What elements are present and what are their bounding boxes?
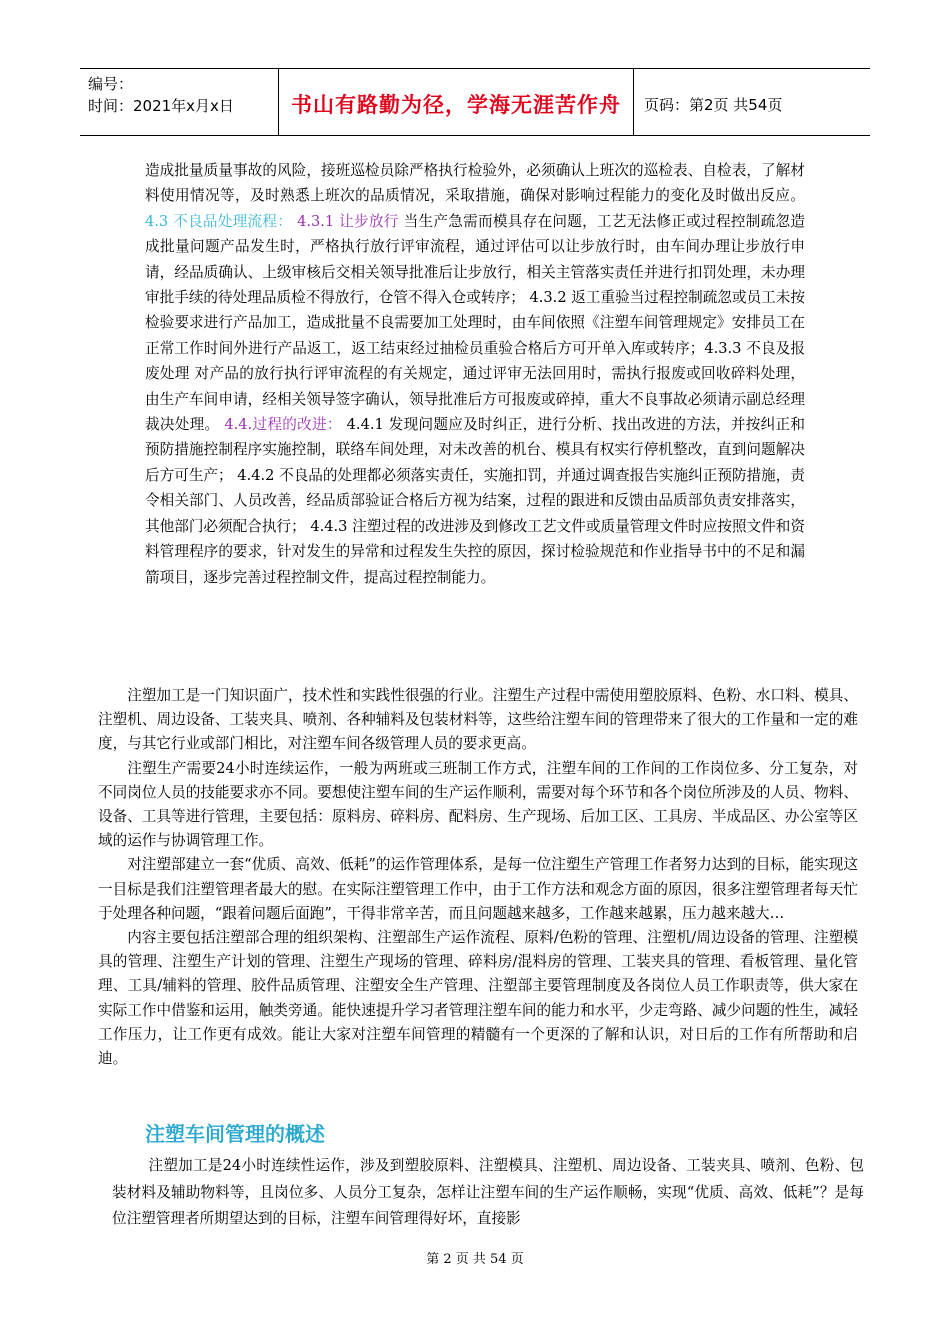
procedure-text-block xyxy=(145,158,805,590)
text-run: 当生产急需而模具存在问题，工艺无法修正或过程控制疏忽造成批量问题产品发生时，严格执行放行评审流程，通过评估可以让步放行时，由车间办理让步放行申请，经品质确认、上级审核后交相关领导批准后让步放行，相关主管落实责任并进行扣罚处理，未办理审批手续的待处理品质检不得放行，仓管不得入仓或转序； 4.3.2 返工重验当过程控制疏忽或员工未按检验要求进行产品加工，造成批量不良需要加工处理时，由车间依照《注塑车间管理规定》安排员工在正常工作时间外进行产品返工，返工结束经过抽检员重验合格后方可开单入库或转序；4.3.3 不良及报废处理 对产品的放行执行评审流程的有关规定，通过评审无法回用时，需执行报废或回收碎料处理，由生产车间申请，经相关领导签字确认，领导批准后方可报废或碎掉，重大不良事故必须请示副总经理裁决处理。 xyxy=(145,212,805,434)
paragraph: 对注塑部建立一套“优质、高效、低耗”的运作管理体系，是每一位注塑生产管理工作者努力达到的目标，能实现这一目标是我们注塑管理者最大的慰。在实际注塑管理工作中，由于工作方法和观念方面的原因，很多注塑管理者每天忙于处理各种问题，“跟着问题后面跑”，干得非常辛苦，而且问题越来越多，工作越来越累，压力越来越大… xyxy=(98,856,858,922)
text-run: 造成批量质量事故的风险，接班巡检员除严格执行检验外，必须确认上班次的巡检表、自检表，了解材料使用情况等，及时熟悉上班次的品质情况，采取措施，确保对影响过程能力的变化及时做出反应。 xyxy=(145,162,805,205)
procedure-paragraph xyxy=(145,158,805,590)
header-motto: 书山有路勤为径，学海无涯苦作舟 xyxy=(278,69,634,135)
overview-text-block xyxy=(112,1153,864,1233)
subheading-4-3-1: 4.3.1 让步放行 xyxy=(292,212,399,230)
page-footer: 第 2 页 共 54 页 xyxy=(426,1252,524,1267)
doc-date: 时间：2021年x月x日 xyxy=(88,97,234,115)
subheading-4-3: 4.3 不良品处理流程： xyxy=(145,212,293,230)
section-heading: 注塑车间管理的概述 xyxy=(145,1122,325,1146)
header-page-code: 页码：第2页 共54页 xyxy=(644,95,783,114)
page-header xyxy=(80,68,870,136)
paragraph: 注塑生产需要24小时连续运作，一般为两班或三班制工作方式，注塑车间的工作间的工作岗位多、分工复杂，对不同岗位人员的技能要求亦不同。要想使注塑车间的生产运作顺利，需要对每个环节和各个岗位所涉及的人员、物料、设备、工具等进行管理，主要包括：原料房、碎料房、配料房、生产现场、后加工区、工具房、半成品区、办公室等区域的运作与协调管理工作。 xyxy=(98,759,858,850)
intro-text-block xyxy=(98,684,858,1071)
paragraph: 内容主要包括注塑部合理的组织架构、注塑部生产运作流程、原料/色粉的管理、注塑机/周边设备的管理、注塑模具的管理、注塑生产计划的管理、注塑生产现场的管理、碎料房/混料房的管理、工装夹具的管理、看板管理、量化管理、工具/辅料的管理、胶件品质管理、注塑安全生产管理、注塑部主要管理制度及各岗位人员工作职责等，供大家在实际工作中借鉴和运用，触类旁通。能快速提升学习者管理注塑车间的能力和水平，少走弯路、减少问题的性生，减轻工作压力，让工作更有成效。能让大家对注塑车间管理的精髓有一个更深的了解和认识，对日后的工作有所帮助和启迪。 xyxy=(98,929,858,1068)
doc-number: 编号： xyxy=(88,75,134,93)
paragraph: 注塑加工是一门知识面广，技术性和实践性很强的行业。注塑生产过程中需使用塑胶原料、色粉、水口料、模具、注塑机、周边设备、工装夹具、喷剂、各种辅料及包装材料等，这些给注塑车间的管理带来了很大的工作量和一定的难度，与其它行业或部门相比，对注塑车间各级管理人员的要求更高。 xyxy=(98,687,858,753)
paragraph: 注塑加工是24小时连续性运作，涉及到塑胶原料、注塑模具、注塑机、周边设备、工装夹具、喷剂、色粉、包装材料及辅助物料等，且岗位多、人员分工复杂，怎样让注塑车间的生产运作顺畅，实现“优质、高效、低耗”？是每位注塑管理者所期望达到的目标，注塑车间管理得好坏，直接影 xyxy=(112,1157,864,1227)
text-run: 4.4.1 发现问题应及时纠正，进行分析、找出改进的方法，并按纠正和预防措施控制程序实施控制，联络车间处理，对未改善的机台、模具有权实行停机整改，直到问题解决后方可生产； 4.4.2 不良品的处理都必须落实责任，实施扣罚，并通过调查报告实施纠正预防措施，责令相关部门、人员改善，经品质部验证合格后方视为结案，过程的跟进和反馈由品质部负责安排落实，其他部门必须配合执行； 4.4.3 注塑过程的改进涉及到修改工艺文件或质量管理文件时应按照文件和资料管理程序的要求，针对发生的异常和过程发生失控的原因，探讨检验规范和作业指导书中的不足和漏箭项目，逐步完善过程控制文件，提高过程控制能力。 xyxy=(145,416,805,586)
header-left xyxy=(80,69,278,135)
subheading-4-4: 4.4.过程的改进： xyxy=(219,416,342,434)
